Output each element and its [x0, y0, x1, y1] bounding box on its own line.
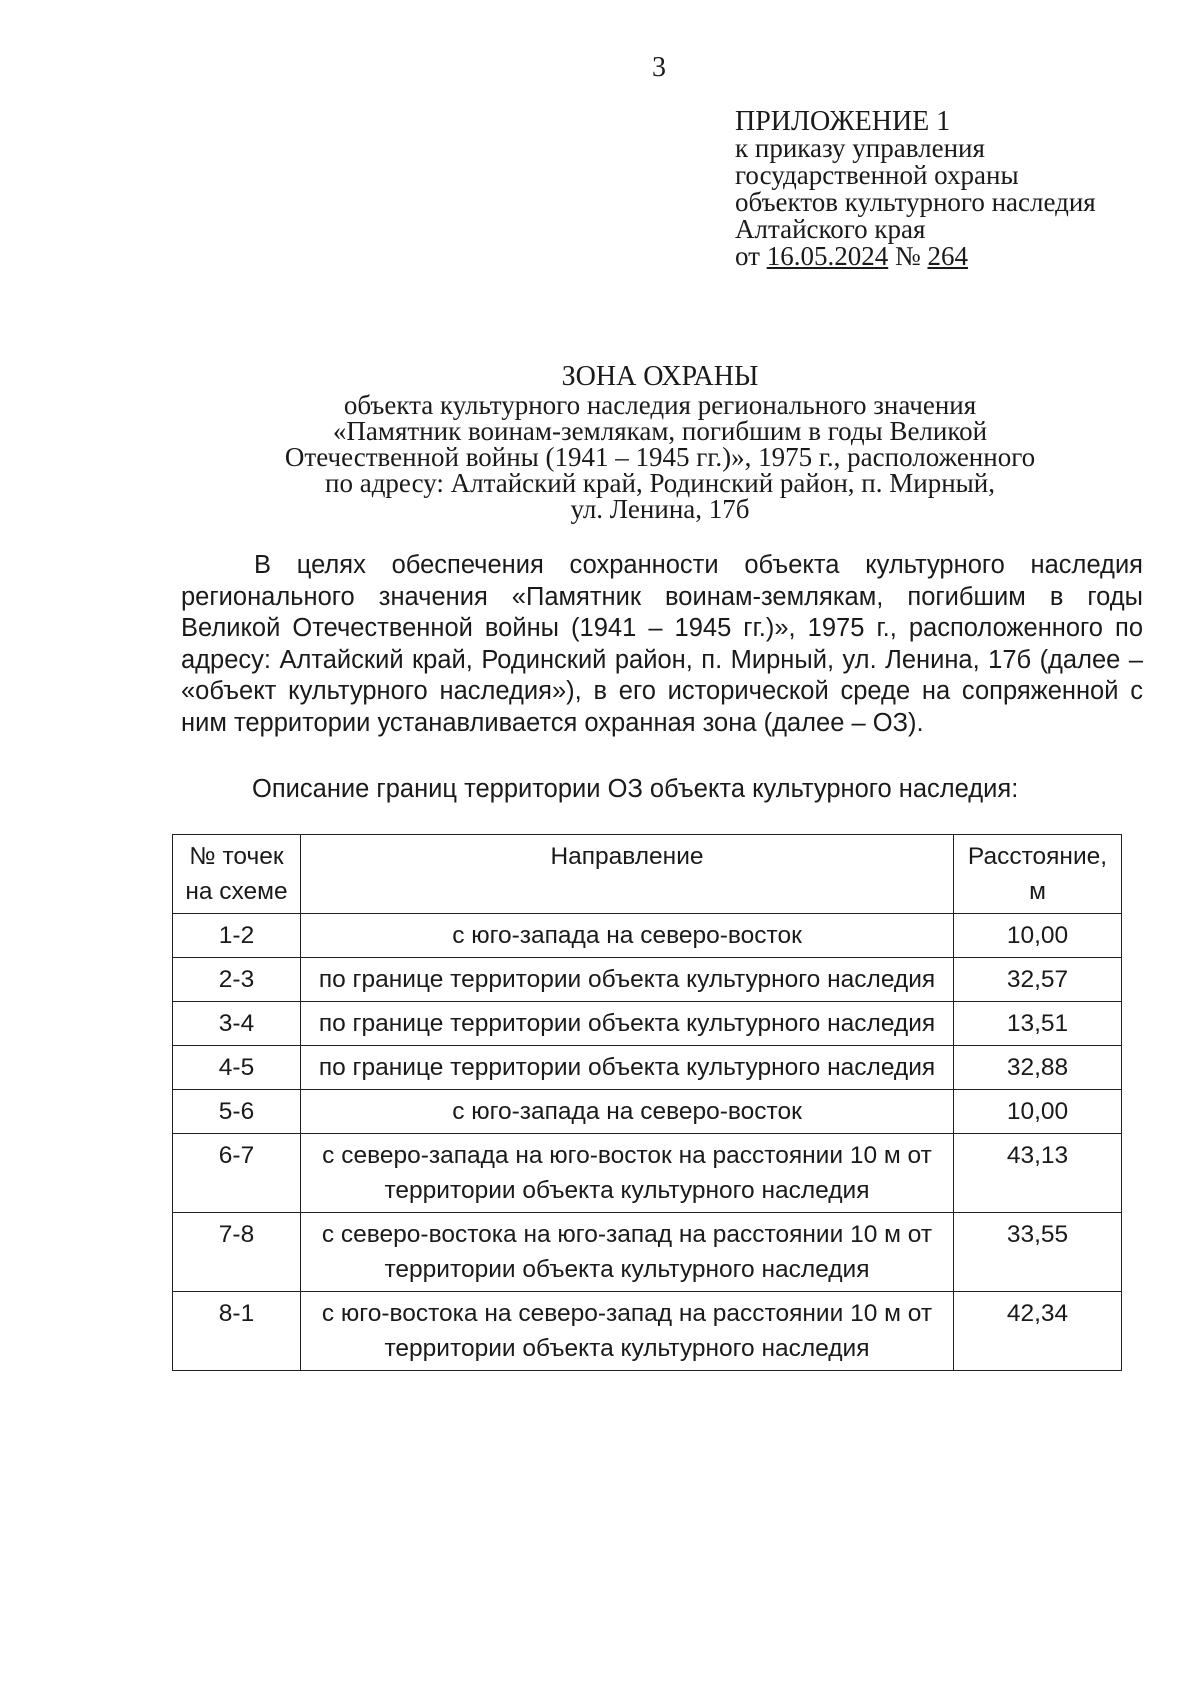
row-distance: 13,51: [954, 1002, 1122, 1046]
zone-heading: [230, 362, 1090, 522]
table-row: [173, 1046, 1122, 1090]
row-direction: по границе территории объекта культурного наследия: [301, 1046, 954, 1090]
boundary-table: [172, 834, 1122, 1371]
row-points: 3-4: [173, 1002, 301, 1046]
appendix-line: к приказу управления: [735, 133, 985, 163]
paragraph-text: В целях обеспечения сохранности объекта культурного наследия регионального значения «Памятник воинам-землякам, погибшим в годы Великой Отечественной войны (1941 – 1945 гг.)», 1975 г., расположенного по адресу: Алтайский край, Родинский район, п. Мирный, ул. Ленина, 17б (далее – «объект культурного наследия»), в его исторической среде на сопряженной с ним территории устанавливается охранная зона (далее – ОЗ).: [181, 551, 1143, 737]
order-date: 16.05.2024: [766, 241, 889, 271]
row-direction: с юго-запада на северо-восток: [301, 1090, 954, 1134]
table-row: [173, 914, 1122, 958]
table-row: [173, 1134, 1122, 1213]
row-points: 7-8: [173, 1213, 301, 1292]
number-sign: №: [894, 241, 921, 271]
zone-line: по адресу: Алтайский край, Родинский район, п. Мирный,: [325, 468, 995, 498]
row-distance: 32,88: [954, 1046, 1122, 1090]
zone-line: Отечественной войны (1941 – 1945 гг.)», 1975 г., расположенного: [284, 442, 1036, 472]
row-points: 4-5: [173, 1046, 301, 1090]
row-points: 6-7: [173, 1134, 301, 1213]
row-direction: с юго-запада на северо-восток: [301, 914, 954, 958]
row-points: 5-6: [173, 1090, 301, 1134]
row-direction: с северо-запада на юго-восток на расстоянии 10 м от территории объекта культурного наследия: [301, 1134, 954, 1213]
table-header-row: [173, 835, 1122, 914]
zone-title: ЗОНА ОХРАНЫ: [561, 361, 759, 392]
row-direction: с северо-востока на юго-запад на расстоянии 10 м от территории объекта культурного наследия: [301, 1213, 954, 1292]
appendix-date-line: [735, 243, 1096, 270]
appendix-line: объектов культурного наследия: [735, 187, 1096, 217]
body-paragraph: [181, 550, 1143, 740]
table-row: [173, 1090, 1122, 1134]
header-points: № точек на схеме: [173, 835, 301, 914]
date-prefix: от: [735, 241, 760, 271]
header-direction: Направление: [301, 835, 954, 914]
zone-line: объекта культурного наследия регионального значения: [343, 390, 977, 420]
row-points: 1-2: [173, 914, 301, 958]
row-distance: 10,00: [954, 914, 1122, 958]
appendix-line: государственной охраны: [735, 160, 1019, 190]
row-distance: 10,00: [954, 1090, 1122, 1134]
header-distance: Расстояние, м: [954, 835, 1122, 914]
row-direction: с юго-востока на северо-запад на расстоянии 10 м от территории объекта культурного наследия: [301, 1292, 954, 1371]
table-row: [173, 1002, 1122, 1046]
row-distance: 42,34: [954, 1292, 1122, 1371]
zone-line: ул. Ленина, 17б: [570, 494, 750, 524]
row-direction: по границе территории объекта культурного наследия: [301, 958, 954, 1002]
table-row: [173, 1292, 1122, 1371]
order-number: 264: [927, 241, 968, 271]
row-distance: 32,57: [954, 958, 1122, 1002]
zone-line: «Памятник воинам-землякам, погибшим в годы Великой: [332, 416, 988, 446]
row-points: 2-3: [173, 958, 301, 1002]
row-distance: 43,13: [954, 1134, 1122, 1213]
table-row: [173, 1213, 1122, 1292]
row-distance: 33,55: [954, 1213, 1122, 1292]
page-number: 3: [652, 52, 666, 83]
table-row: [173, 958, 1122, 1002]
appendix-header: [735, 108, 1096, 270]
row-direction: по границе территории объекта культурного наследия: [301, 1002, 954, 1046]
row-points: 8-1: [173, 1292, 301, 1371]
appendix-title: ПРИЛОЖЕНИЕ 1: [735, 106, 951, 137]
appendix-line: Алтайского края: [735, 214, 926, 244]
table-caption: Описание границ территории ОЗ объекта культурного наследия:: [252, 775, 1019, 803]
